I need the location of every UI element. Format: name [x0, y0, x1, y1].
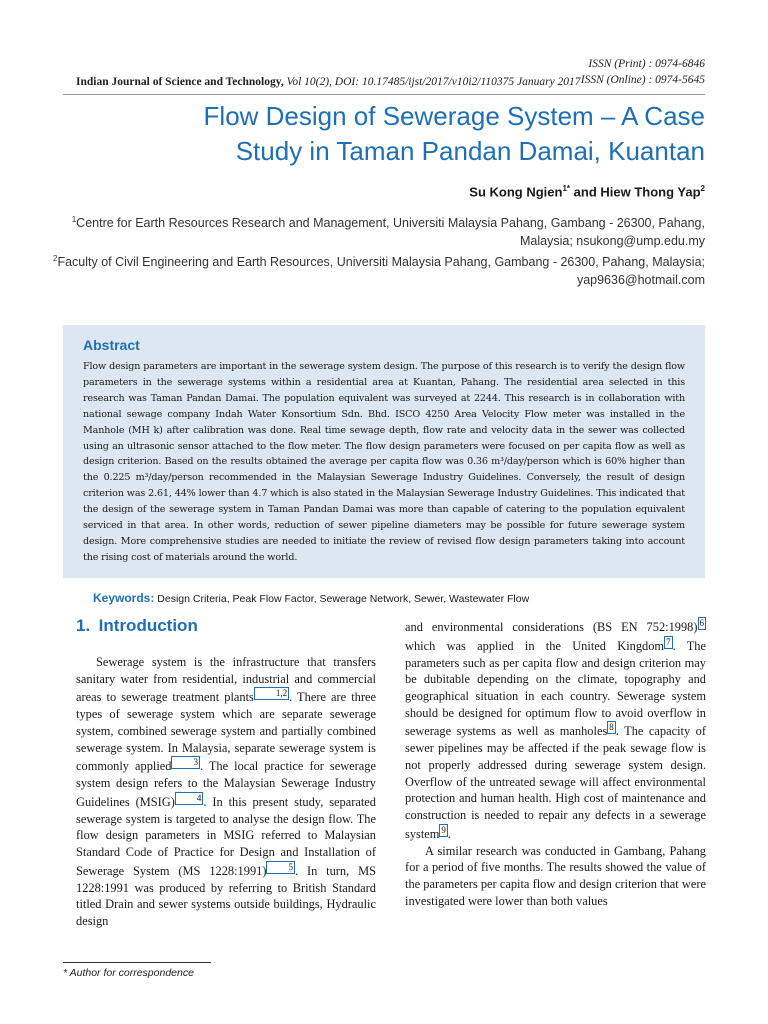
intro-paragraph-1-continued: [405, 617, 706, 843]
citation-link[interactable]: 5: [266, 861, 295, 874]
author-conjunction: and: [570, 184, 601, 200]
body-text: and environmental considerations (BS EN 752:1998): [405, 620, 698, 635]
citation-link[interactable]: 1,2: [254, 687, 289, 700]
affiliation-2: [45, 250, 705, 272]
author-list: [469, 184, 705, 199]
section-heading-introduction: 1. Introduction: [76, 616, 198, 635]
issn-block: [581, 56, 705, 88]
intro-column-right: [405, 617, 706, 909]
abstract-text: Flow design parameters are important in the sewerage system design. The purpose of this research is to verify the design flow parameters in the sewerage systems within a residential area at Kuantan, Pahang. The residential area selected in this research was Taman Pandan Damai. The population equivalent was surveyed at 2244. This research is in collaboration with national sewage company Indah Water Konsortium Sdn. Bhd. ISCO 4250 Area Velocity Flow meter was installed in the Manhole (MH k) after calibration was done. Real time sewage depth, flow rate and velocity data in the sewer was collected using an ultrasonic sensor attached to the flow meter. The flow design parameters were focused on per capita flow as well as design criterion. Based on the results obtained the average per capita flow was 0.36 m³/day/person which is 60% higher than the 0.225 m³/day/person recommended in the Malaysian Sewerage Industry Guidelines. Conversely, the result of design criterion was 2.61, 44% lower than 4.7 which is also stated in the Malaysian Sewerage Industry Guidelines. This indicated that the design of the sewerage system in Taman Pandan Damai was more than capable of catering to the population equivalent serviced in that area. In other words, reduction of sewer pipeline diameters may be possible for future sewerage system design. More comprehensive studies are needed to initiate the review of revised flow design parameters taking into account the rising cost of materials around the world.: [83, 361, 685, 563]
footnote-rule: [63, 962, 211, 963]
author-1-affil: 1*: [562, 184, 571, 193]
abstract-box: [63, 325, 705, 578]
affiliation-2-line1: Faculty of Civil Engineering and Earth Resources, Universiti Malaysia Pahang, Gambang - 26300, Pahang, Malaysia;: [57, 255, 705, 270]
body-text: Sewerage system is the infrastructure that transfers sanitary water from residential, industrial and commercial areas to sewerage treatment plants: [76, 655, 376, 705]
journal-meta: Vol 10(2), DOI: 10.17485/ijst/2017/v10i2/110375 January 2017: [283, 76, 581, 88]
affiliations: [45, 211, 705, 289]
title-line-1: Flow Design of Sewerage System – A Case: [203, 101, 705, 131]
footnote-correspondence: * Author for correspondence: [63, 967, 194, 979]
affiliation-2-line2: yap9636@hotmail.com: [576, 272, 705, 287]
journal-name: Indian Journal of Science and Technology,: [76, 76, 284, 88]
header-rule: [63, 94, 705, 95]
citation-link[interactable]: 7: [666, 636, 671, 647]
keywords-text: Design Criteria, Peak Flow Factor, Sewerage Network, Sewer, Wastewater Flow: [154, 593, 530, 605]
journal-citation: [76, 76, 581, 88]
affiliation-1-line2: Malaysia; nsukong@ump.edu.my: [520, 233, 705, 248]
body-text: . There are three types of sewerage system which are separate sewerage system, combined sewerage system and partially combined sewerage system. In Malaysia, separate sewerage system is commonly applied: [76, 690, 376, 774]
title-line-2: Study in Taman Pandan Damai, Kuantan: [235, 136, 705, 166]
affiliation-1-sup: 1: [71, 215, 77, 224]
keywords-label: Keywords:: [93, 591, 155, 605]
citation-link[interactable]: 6: [699, 618, 704, 628]
citation-link[interactable]: 8: [609, 722, 614, 733]
body-text: . The capacity of sewer pipelines may be affected if the peak sewage flow is not properly addressed during sewerage system design. Overflow of the untreated sewage will affect environmental protection and human health. High cost of maintenance and construction is needed to repair any defects in a sewerage system: [405, 724, 706, 841]
affiliation-2-sup: 2: [52, 254, 58, 264]
intro-column-left: [76, 654, 376, 930]
author-2: Hiew Thong Yap: [600, 184, 701, 200]
citation-link[interactable]: 4: [175, 792, 204, 805]
body-text: which was applied in the United Kingdom: [405, 638, 665, 653]
affiliation-1-line1: Centre for Earth Resources Research and Management, Universiti Malaysia Pahang, Gambang - 26300, Pahang,: [76, 216, 705, 231]
issn-print: ISSN (Print) : 0974-6846: [588, 58, 705, 70]
author-2-affil: 2: [700, 184, 705, 193]
body-text: . In this present study, separated sewerage system is targeted to analyse the design flow. The flow design parameters in MSIG referred to Malaysian Standard Code of Practice for Design and Installation of Sewerage System (MS 1228:1991): [76, 795, 376, 878]
affiliation-1: [45, 211, 705, 233]
intro-paragraph-2: A similar research was conducted in Gambang, Pahang for a period of five months. The results showed the value of the parameters per capita flow and design criterion that were investigated were lower than both values: [405, 843, 706, 908]
body-text: . In turn, MS 1228:1991 was produced by referring to British Standard titled Drain and sewer systems outside buildings, Hydraulic design: [76, 863, 376, 929]
body-text: . The local practice for sewerage system design refers to the Malaysian Sewerage Industry Guidelines (MSIG): [76, 759, 376, 809]
keywords: [93, 591, 529, 605]
body-text: . The parameters such as per capita flow and design criterion may be dubitable depending on the climate, topography and geographical situation in each country. Sewerage system should be designed for optimum flow to avoid overflow in sewerage systems as well as manholes: [405, 638, 706, 739]
issn-online: ISSN (Online) : 0974-5645: [580, 74, 705, 86]
author-1: Su Kong Ngien: [469, 184, 563, 200]
abstract-heading: Abstract: [83, 337, 140, 353]
paper-title: [145, 99, 705, 169]
citation-link[interactable]: 3: [171, 756, 200, 769]
citation-link[interactable]: 9: [441, 824, 446, 835]
intro-paragraph-1: [76, 654, 376, 930]
body-text: .: [447, 826, 452, 841]
